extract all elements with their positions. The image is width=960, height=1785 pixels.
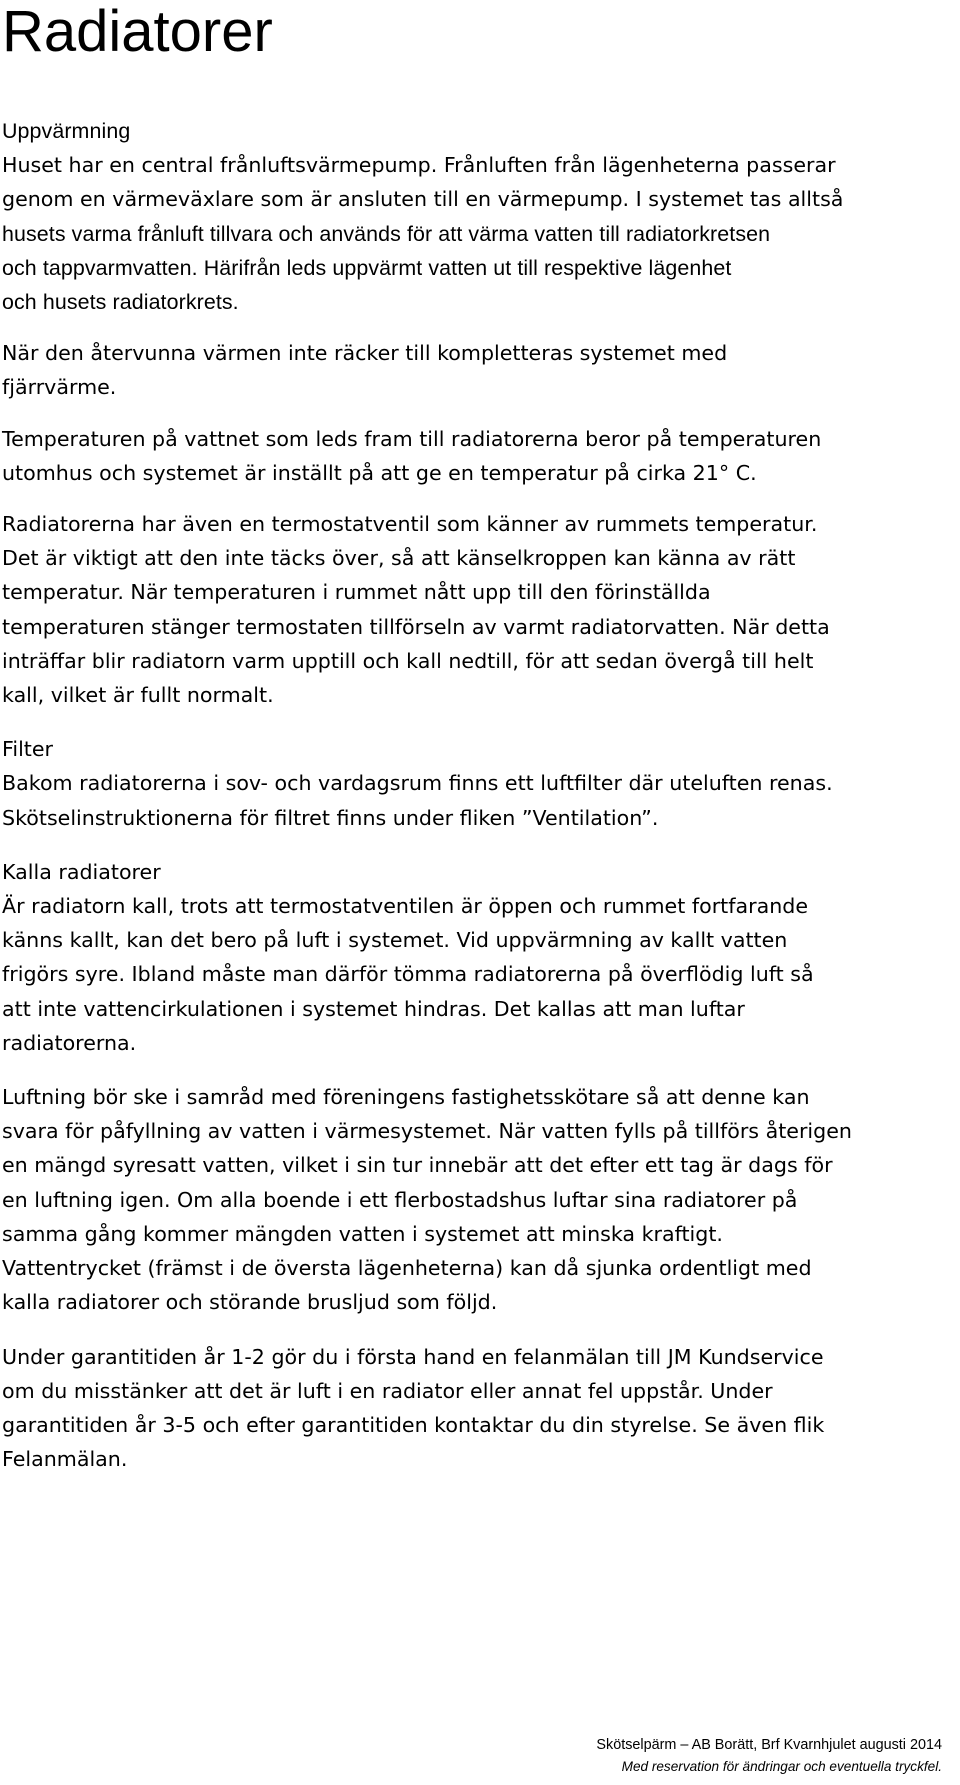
text-line: Under garantitiden år 1-2 gör du i första hand en felanmälan till JM Kundservice xyxy=(2,1344,824,1369)
text-line: frigörs syre. Ibland måste man därför tömma radiatorerna på överflödig luft så xyxy=(2,962,814,987)
text-line: kall, vilket är fullt normalt. xyxy=(2,683,274,708)
text-line: och tappvarmvatten. Härifrån leds uppvärmt vatten ut till respektive lägenhet xyxy=(2,255,732,280)
document-body xyxy=(2,114,952,1476)
section-heading-filter: Filter xyxy=(2,737,54,762)
text-line: inträffar blir radiatorn varm upptill och kall nedtill, för att sedan övergå till helt xyxy=(2,648,814,673)
text-line: utomhus och systemet är inställt på att ge en temperatur på cirka 21° C. xyxy=(2,460,757,485)
section-heading-kalla-radiatorer: Kalla radiatorer xyxy=(2,859,161,884)
text-line: att inte vattencirkulationen i systemet hindras. Det kallas att man luftar xyxy=(2,996,745,1021)
text-line: genom en värmeväxlare som är ansluten till en värmepump. I systemet tas alltså xyxy=(2,187,844,212)
text-line: Är radiatorn kall, trots att termostatventilen är öppen och rummet fortfarande xyxy=(2,894,808,919)
text-line: fjärrvärme. xyxy=(2,375,117,400)
text-line: Huset har en central frånluftsvärmepump. Frånluften från lägenheterna passerar xyxy=(2,153,836,178)
text-line: radiatorerna. xyxy=(2,1030,137,1055)
text-line: Luftning bör ske i samråd med föreningens fastighetsskötare så att denne kan xyxy=(2,1085,810,1110)
text-line: Felanmälan. xyxy=(2,1447,128,1472)
text-line: en luftning igen. Om alla boende i ett flerbostadshus luftar sina radiatorer på xyxy=(2,1187,798,1212)
text-line: en mängd syresatt vatten, vilket i sin tur innebär att det efter ett tag är dags för xyxy=(2,1153,833,1178)
text-line: När den återvunna värmen inte räcker till kompletteras systemet med xyxy=(2,341,728,366)
section-heading-uppvarmning: Uppvärmning xyxy=(2,119,131,143)
text-line: svara för påfyllning av vatten i värmesystemet. När vatten fylls på tillförs återigen xyxy=(2,1119,852,1144)
text-line: samma gång kommer mängden vatten i systemet att minska kraftigt. xyxy=(2,1221,723,1246)
footer-disclaimer: Med reservation för ändringar och eventuella tryckfel. xyxy=(621,1759,942,1774)
text-line: Temperaturen på vattnet som leds fram till radiatorerna beror på temperaturen xyxy=(2,426,822,451)
page-title: Radiatorer xyxy=(2,0,273,64)
text-line: och husets radiatorkrets. xyxy=(2,290,239,315)
text-line: Skötselinstruktionerna för filtret finns under fliken ”Ventilation”. xyxy=(2,805,659,830)
text-line: Det är viktigt att den inte täcks över, så att känselkroppen kan känna av rätt xyxy=(2,546,796,571)
text-line: Bakom radiatorerna i sov- och vardagsrum finns ett luftfilter där uteluften renas. xyxy=(2,771,833,796)
text-line: kalla radiatorer och störande brusljud som följd. xyxy=(2,1290,498,1315)
text-line: garantitiden år 3-5 och efter garantitiden kontaktar du din styrelse. Se även flik xyxy=(2,1412,825,1437)
page-footer xyxy=(596,1734,942,1778)
text-line: husets varma frånluft tillvara och används för att värma vatten till radiatorkretsen xyxy=(2,221,771,246)
text-line: Radiatorerna har även en termostatventil som känner av rummets temperatur. xyxy=(2,512,818,537)
text-line: temperaturen stänger termostaten tillförseln av varmt radiatorvatten. När detta xyxy=(2,614,830,639)
text-line: temperatur. När temperaturen i rummet nått upp till den förinställda xyxy=(2,580,711,605)
footer-document-info: Skötselpärm – AB Borätt, Brf Kvarnhjulet augusti 2014 xyxy=(596,1737,942,1753)
text-line: känns kallt, kan det bero på luft i systemet. Vid uppvärmning av kallt vatten xyxy=(2,928,788,953)
text-line: om du misstänker att det är luft i en radiator eller annat fel uppstår. Under xyxy=(2,1378,773,1403)
text-line: Vattentrycket (främst i de översta lägenheterna) kan då sjunka ordentligt med xyxy=(2,1256,812,1281)
